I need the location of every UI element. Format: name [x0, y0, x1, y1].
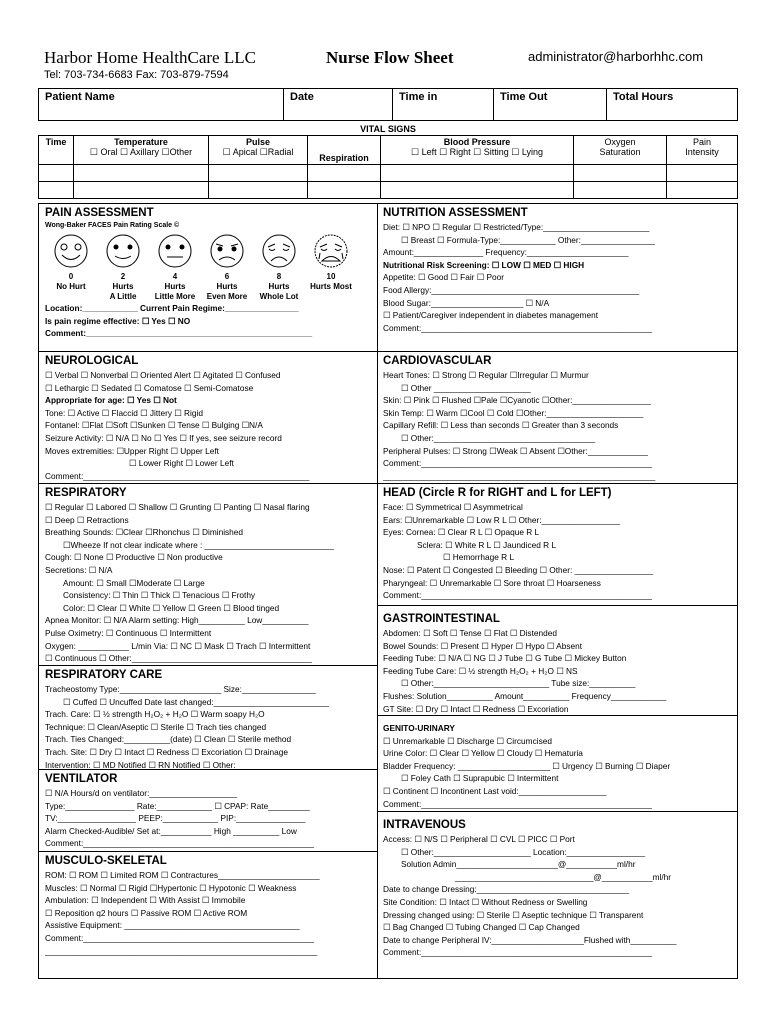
cardio-line[interactable]: Heart Tones: ☐ Strong ☐ Regular ☐Irregular ☐ Murmur: [383, 370, 589, 380]
intravenous-section: [377, 812, 737, 978]
resp-line[interactable]: Apnea Monitor: ☐ N/A Alarm setting: High__________ Low__________: [45, 615, 309, 626]
pain-face-number: 6: [224, 272, 230, 281]
resp-care-line[interactable]: Tracheostomy Type:______________________ Size:________________: [45, 684, 316, 694]
resp-line[interactable]: ☐ Regular ☐ Labored ☐ Shallow ☐ Grunting ☐ Panting ☐ Nasal flaring: [45, 502, 310, 512]
resp-line[interactable]: Secretions: ☐ N/A: [45, 564, 113, 575]
vitals-temperature-header: [74, 136, 209, 165]
pain-face-sublabel: Even More: [206, 292, 248, 301]
nutrition-title: NUTRITION ASSESSMENT: [383, 207, 528, 219]
neuro-line[interactable]: Fontanel: ☐Flat ☐Soft ☐Sunken ☐ Tense ☐ Bulging ☐N/A: [45, 420, 263, 431]
saturation-label: Saturation: [599, 147, 641, 157]
pain-face-number: 2: [120, 272, 126, 281]
cardio-line[interactable]: ☐ Other _____________________: [401, 382, 531, 393]
vitals-cell[interactable]: [308, 182, 381, 199]
gi-line[interactable]: ☐ Other:_________________________ Tube size:__________: [401, 678, 636, 689]
pain-comment[interactable]: Comment:_________________________________________________: [45, 328, 313, 339]
date-field[interactable]: Date: [284, 89, 393, 121]
head-line[interactable]: Sclera: ☐ White R L ☐ Jaundiced R L: [417, 539, 557, 550]
vital-signs-title: VITAL SIGNS: [360, 124, 416, 134]
pain-face-sublabel: A Little: [109, 292, 137, 301]
neuro-line[interactable]: ☐ Verbal ☐ Nonverbal ☐ Oriented Alert ☐ Agitated ☐ Confused: [45, 370, 281, 380]
bp-label: Blood Pressure: [443, 137, 511, 147]
pain-face-6[interactable]: [201, 233, 253, 302]
vitals-oxygen-header: [574, 136, 667, 165]
time-in-field[interactable]: Time in: [393, 89, 494, 121]
iv-line[interactable]: ______________________________@___________ml/hr: [455, 871, 672, 882]
pain-face-label: Hurts Most: [310, 282, 352, 291]
pain-face-sublabel: Little More: [154, 292, 196, 301]
pulse-options[interactable]: ☐ Apical ☐Radial: [222, 147, 294, 157]
iv-line[interactable]: ☐ Other:_____________________ Location:_________________: [401, 846, 646, 857]
nutrition-line[interactable]: Nutritional Risk Screening: ☐ LOW ☐ MED ☐ HIGH: [383, 259, 585, 270]
pain-face-number: 4: [172, 272, 178, 281]
cardiovascular-title: CARDIOVASCULAR: [383, 355, 492, 367]
head-line[interactable]: Nose: ☐ Patent ☐ Congested ☐ Bleeding ☐ Other: _________________: [383, 564, 654, 575]
resp-line[interactable]: Pulse Oximetry: ☐ Continuous ☐ Intermittent: [45, 627, 212, 638]
oxygen-label: Oxygen: [604, 137, 636, 147]
resp-line[interactable]: Oxygen: ___________ L/min Via: ☐ NC ☐ Mask ☐ Trach ☐ Intermittent: [45, 640, 311, 651]
pain-face-4[interactable]: [149, 233, 201, 302]
vitals-cell[interactable]: [74, 182, 209, 199]
assessment-grid: [38, 203, 738, 979]
iv-line[interactable]: Date to change Peripheral IV:____________________Flushed with__________: [383, 934, 677, 945]
respiratory-care-title: RESPIRATORY CARE: [45, 669, 163, 681]
vitals-cell[interactable]: [209, 182, 308, 199]
iv-comment[interactable]: Comment:__________________________________________________: [383, 947, 652, 958]
vitals-cell[interactable]: [39, 165, 74, 182]
resp-care-line[interactable]: Technique: ☐ Clean/Aseptic ☐ Sterile ☐ Trach ties changed: [45, 721, 267, 732]
cardio-line[interactable]: ___________________________________________________________: [383, 470, 656, 481]
gi-line[interactable]: Feeding Tube Care: ☐ ½ strength H₂O₂ + H₂O ☐ NS: [383, 665, 578, 676]
neuro-comment[interactable]: Comment:_________________________________________________: [45, 470, 310, 481]
nutrition-line[interactable]: Diet: ☐ NPO ☐ Regular ☐ Restricted/Type:_______________________: [383, 222, 650, 232]
right-column: [377, 204, 737, 978]
smiling-face-icon: [51, 233, 91, 269]
nutrition-section: [377, 204, 737, 352]
patient-info-table: [38, 88, 738, 121]
pain-face-number: 10: [326, 272, 336, 281]
vitals-cell[interactable]: [381, 182, 574, 199]
nutrition-comment[interactable]: Comment:__________________________________________________: [383, 322, 652, 333]
neurological-title: NEUROLOGICAL: [45, 355, 139, 367]
vital-signs-table: [38, 135, 738, 199]
msk-line[interactable]: Ambulation: ☐ Independent ☐ With Assist ☐ Immobile: [45, 895, 246, 906]
pain-face-label: Hurts: [164, 282, 186, 291]
pain-face-sublabel: Whole Lot: [259, 292, 299, 301]
bp-options[interactable]: ☐ Left ☐ Right ☐ Sitting ☐ Lying: [411, 147, 543, 157]
msk-line[interactable]: Muscles: ☐ Normal ☐ Rigid ☐Hypertonic ☐ Hypotonic ☐ Weakness: [45, 882, 297, 893]
gu-line[interactable]: Bladder Frequency: ____________________ ☐ Urgency ☐ Burning ☐ Diaper: [383, 760, 671, 771]
iv-line[interactable]: Date to change Dressing:_________________________________: [383, 884, 629, 895]
vent-line[interactable]: Type:_______________ Rate:____________ ☐ CPAP: Rate_________: [45, 800, 310, 811]
resp-care-line[interactable]: Trach. Site: ☐ Dry ☐ Intact ☐ Redness ☐ Excoriation ☐ Drainage: [45, 746, 289, 757]
vitals-entry-row: [39, 182, 738, 199]
vitals-time-header: Time: [39, 136, 74, 165]
gu-comment[interactable]: Comment:__________________________________________________: [383, 798, 652, 809]
pain-face-label: Hurts: [112, 282, 134, 291]
vitals-cell[interactable]: [667, 182, 738, 199]
vent-line[interactable]: ☐ N/A Hours/d on ventilator:___________________: [45, 788, 237, 798]
neurological-section: [39, 352, 377, 484]
nutrition-line[interactable]: ☐ Breast ☐ Formula-Type:____________ Other:________________: [401, 234, 655, 245]
gu-line[interactable]: ☐ Foley Cath ☐ Suprapubic ☐ Intermittent: [401, 773, 559, 784]
neuro-line[interactable]: Appropriate for age: ☐ Yes ☐ Not: [45, 395, 177, 406]
resp-line[interactable]: Breathing Sounds: ☐Clear ☐Rhonchus ☐ Diminished: [45, 527, 244, 538]
vitals-bp-header: [381, 136, 574, 165]
gastrointestinal-section: [377, 606, 737, 716]
left-column: [39, 204, 378, 978]
vitals-pain-header: [667, 136, 738, 165]
head-line[interactable]: Face: ☐ Symmetrical ☐ Asymmetrical: [383, 502, 523, 512]
pain-location[interactable]: Location:____________ Current Pain Regime:________________: [45, 303, 299, 313]
pain-face-label: Hurts: [216, 282, 238, 291]
pain-face-0[interactable]: [45, 233, 97, 302]
iv-line[interactable]: Solution Admin______________________@___________ml/hr: [401, 859, 636, 870]
ventilator-title: VENTILATOR: [45, 773, 118, 785]
iv-line[interactable]: Access: ☐ N/S ☐ Peripheral ☐ CVL ☐ PICC ☐ Port: [383, 834, 575, 844]
pain-label: Pain: [692, 137, 711, 147]
nutrition-line[interactable]: ☐ Patient/Caregiver independent in diabetes management: [383, 310, 598, 321]
intravenous-title: INTRAVENOUS: [383, 819, 466, 831]
cardio-comment[interactable]: Comment:__________________________________________________: [383, 458, 652, 469]
contact-phone: Tel: 703-734-6683 Fax: 703-879-7594: [44, 69, 229, 81]
vitals-cell[interactable]: [209, 165, 308, 182]
resp-line[interactable]: Amount: ☐ Small ☐Moderate ☐ Large: [63, 577, 205, 588]
resp-line[interactable]: Consistency: ☐ Thin ☐ Thick ☐ Tenacious ☐ Frothy: [63, 590, 256, 601]
pain-face-label: Hurts: [268, 282, 290, 291]
resp-line[interactable]: Color: ☐ Clear ☐ White ☐ Yellow ☐ Green ☐ Blood tinged: [63, 602, 280, 613]
respiratory-care-section: [39, 666, 377, 770]
gi-line[interactable]: Abdomen: ☐ Soft ☐ Tense ☐ Flat ☐ Distended: [383, 628, 557, 638]
musculoskeletal-title: MUSCULO-SKELETAL: [45, 855, 167, 867]
temperature-label: Temperature: [114, 137, 168, 147]
head-line[interactable]: Pharyngeal: ☐ Unremarkable ☐ Sore throat ☐ Hoarseness: [383, 577, 601, 588]
sheet-header: [38, 40, 738, 88]
nutrition-line[interactable]: Blood Sugar:____________________ ☐ N/A: [383, 297, 550, 308]
vitals-entry-row: [39, 165, 738, 182]
total-hours-field[interactable]: Total Hours: [607, 89, 738, 121]
vitals-cell[interactable]: [308, 165, 381, 182]
resp-line[interactable]: ☐Wheeze If not clear indicate where : ____________________________: [63, 539, 334, 550]
vitals-cell[interactable]: [574, 182, 667, 199]
gi-line[interactable]: Feeding Tube: ☐ N/A ☐ NG ☐ J Tube ☐ G Tube ☐ Mickey Button: [383, 653, 627, 664]
vent-line[interactable]: Alarm Checked-Audible/ Set at:___________ High __________ Low: [45, 825, 297, 836]
iv-line[interactable]: Dressing changed using: ☐ Sterile ☐ Aseptic technique ☐ Transparent: [383, 909, 644, 920]
sad-face-icon: [259, 233, 299, 269]
neuro-line[interactable]: ☐ Lower Right ☐ Lower Left: [129, 458, 234, 469]
resp-line[interactable]: ☐ Continuous ☐ Other:_______________________________________: [45, 653, 312, 664]
nutrition-line[interactable]: Appetite: ☐ Good ☐ Fair ☐ Poor: [383, 272, 505, 283]
gu-line[interactable]: ☐ Continent ☐ Incontinent Last void:___________________: [383, 785, 607, 796]
frowning-face-icon: [207, 233, 247, 269]
neuro-line[interactable]: Seizure Activity: ☐ N/A ☐ No ☐ Yes ☐ If yes, see seizure record: [45, 432, 282, 443]
pain-assessment-section: [39, 204, 377, 352]
respiratory-section: [39, 484, 377, 666]
iv-line[interactable]: ☐ Bag Changed ☐ Tubing Changed ☐ Cap Changed: [383, 922, 580, 933]
vitals-cell[interactable]: [574, 165, 667, 182]
pain-face-2[interactable]: [97, 233, 149, 302]
temperature-options[interactable]: ☐ Oral ☐ Axillary ☐Other: [89, 147, 193, 157]
head-line[interactable]: ☐ Hemorrhage R L: [443, 552, 515, 563]
resp-line[interactable]: Cough: ☐ None ☐ Productive ☐ Non productive: [45, 552, 223, 563]
neutral-face-icon: [155, 233, 195, 269]
resp-care-line[interactable]: Trach. Ties Changed:__________(date) ☐ Clean ☐ Sterile method: [45, 734, 292, 745]
time-out-field[interactable]: Time Out: [494, 89, 607, 121]
pain-face-number: 0: [68, 272, 74, 281]
resp-care-line[interactable]: Intervention: ☐ MD Notified ☐ RN Notified ☐ Other:______________: [45, 759, 301, 770]
vitals-cell[interactable]: [39, 182, 74, 199]
pain-face-number: 8: [276, 272, 282, 281]
cardio-line[interactable]: Capillary Refill: ☐ Less than seconds ☐ Greater than 3 seconds: [383, 420, 619, 431]
resp-care-line[interactable]: ☐ Cuffed ☐ Uncuffed Date last changed:_________________________: [63, 696, 329, 707]
patient-name-field[interactable]: Patient Name: [39, 89, 284, 121]
iv-line[interactable]: Site Condition: ☐ Intact ☐ Without Redness or Swelling: [383, 896, 588, 907]
nutrition-line[interactable]: Food Allergy:_____________________________________________: [383, 284, 640, 295]
msk-line[interactable]: Assistive Equipment: ______________________________________: [45, 920, 300, 931]
head-section: [377, 484, 737, 606]
pulse-label: Pulse: [245, 137, 270, 147]
company-name: Harbor Home HealthCare LLC: [44, 48, 256, 67]
gu-line[interactable]: ☐ Unremarkable ☐ Discharge ☐ Circumcised: [383, 735, 552, 746]
slight-smile-face-icon: [103, 233, 143, 269]
resp-line[interactable]: ☐ Deep ☐ Retractions: [45, 514, 129, 525]
pain-face-10[interactable]: [305, 233, 357, 302]
neuro-line[interactable]: Moves extremities: ☐Upper Right ☐ Upper Left: [45, 445, 219, 456]
msk-line[interactable]: ☐ Reposition q2 hours ☐ Passive ROM ☐ Active ROM: [45, 907, 248, 918]
msk-line[interactable]: Comment:__________________________________________________: [45, 932, 314, 943]
nurse-flow-sheet: [38, 40, 738, 979]
pain-face-label: No Hurt: [56, 282, 86, 291]
gu-line[interactable]: Urine Color: ☐ Clear ☐ Yellow ☐ Cloudy ☐ Hematuria: [383, 748, 583, 759]
genito-urinary-section: [377, 716, 737, 812]
gi-line[interactable]: GT Site: ☐ Dry ☐ Intact ☐ Redness ☐ Excoriation: [383, 703, 569, 714]
vitals-respiration-header: Respiration: [308, 136, 381, 165]
vitals-pulse-header: [209, 136, 308, 165]
nutrition-line[interactable]: Amount:_______________ Frequency:______________________: [383, 247, 629, 258]
head-comment[interactable]: Comment:__________________________________________________: [383, 590, 652, 601]
gi-line[interactable]: Flushes: Solution__________ Amount__________ Frequency____________: [383, 690, 667, 701]
neuro-line[interactable]: ☐ Lethargic ☐ Sedated ☐ Comatose ☐ Semi-Comatose: [45, 382, 254, 393]
gi-line[interactable]: Bowel Sounds: ☐ Present ☐ Hyper ☐ Hypo ☐ Absent: [383, 640, 583, 651]
contact-email: administrator@harborhhc.com: [528, 49, 704, 64]
vitals-cell[interactable]: [381, 165, 574, 182]
vent-line[interactable]: TV:_________________ PEEP:____________ PIP:_______________: [45, 813, 306, 824]
vitals-cell[interactable]: [74, 165, 209, 182]
pain-effective[interactable]: Is pain regime effective: ☐ Yes ☐ NO: [45, 315, 191, 326]
cardio-line[interactable]: Skin: ☐ Pink ☐ Flushed ☐Pale ☐Cyanotic ☐Other:_________________: [383, 395, 651, 406]
cardiovascular-section: [377, 352, 737, 484]
pain-assessment-title: PAIN ASSESSMENT: [45, 207, 154, 219]
pain-scale-label: Wong-Baker FACES Pain Rating Scale ©: [45, 222, 180, 229]
cardio-line[interactable]: Skin Temp: ☐ Warm ☐Cool ☐ Cold ☐Other:_____________________: [383, 407, 644, 418]
cardio-line[interactable]: ☐ Other:___________________________________: [401, 432, 596, 443]
intensity-label: Intensity: [685, 147, 719, 157]
msk-line[interactable]: ___________________________________________________________: [45, 945, 318, 956]
musculoskeletal-section: [39, 852, 377, 978]
document-title: Nurse Flow Sheet: [326, 48, 454, 67]
crying-face-icon: [311, 233, 351, 269]
msk-line[interactable]: ROM: ☐ ROM ☐ Limited ROM ☐ Contractures______________________: [45, 870, 320, 880]
ventilator-section: [39, 770, 377, 852]
genito-urinary-title: GENITO-URINARY: [383, 723, 455, 733]
respiratory-title: RESPIRATORY: [45, 487, 127, 499]
vent-comment[interactable]: Comment:__________________________________________________: [45, 838, 314, 849]
vitals-cell[interactable]: [667, 165, 738, 182]
head-line[interactable]: Ears: ☐Unremarkable ☐ Low R L ☐ Other:_________________: [383, 514, 620, 525]
neuro-line[interactable]: Tone: ☐ Active ☐ Flaccid ☐ Jittery ☐ Rigid: [45, 407, 203, 418]
pain-faces-scale: [45, 233, 371, 302]
pain-face-8[interactable]: [253, 233, 305, 302]
cardio-line[interactable]: Peripheral Pulses: ☐ Strong ☐Weak ☐ Absent ☐Other:_____________: [383, 445, 648, 456]
gastrointestinal-title: GASTROINTESTINAL: [383, 613, 500, 625]
head-line[interactable]: Eyes: Cornea: ☐ Clear R L ☐ Opaque R L: [383, 527, 540, 538]
head-title: HEAD (Circle R for RIGHT and L for LEFT): [383, 487, 612, 499]
resp-care-line[interactable]: Trach. Care: ☐ ½ strength H₂O₂ + H₂O ☐ Warm soapy H₂O: [45, 709, 265, 720]
